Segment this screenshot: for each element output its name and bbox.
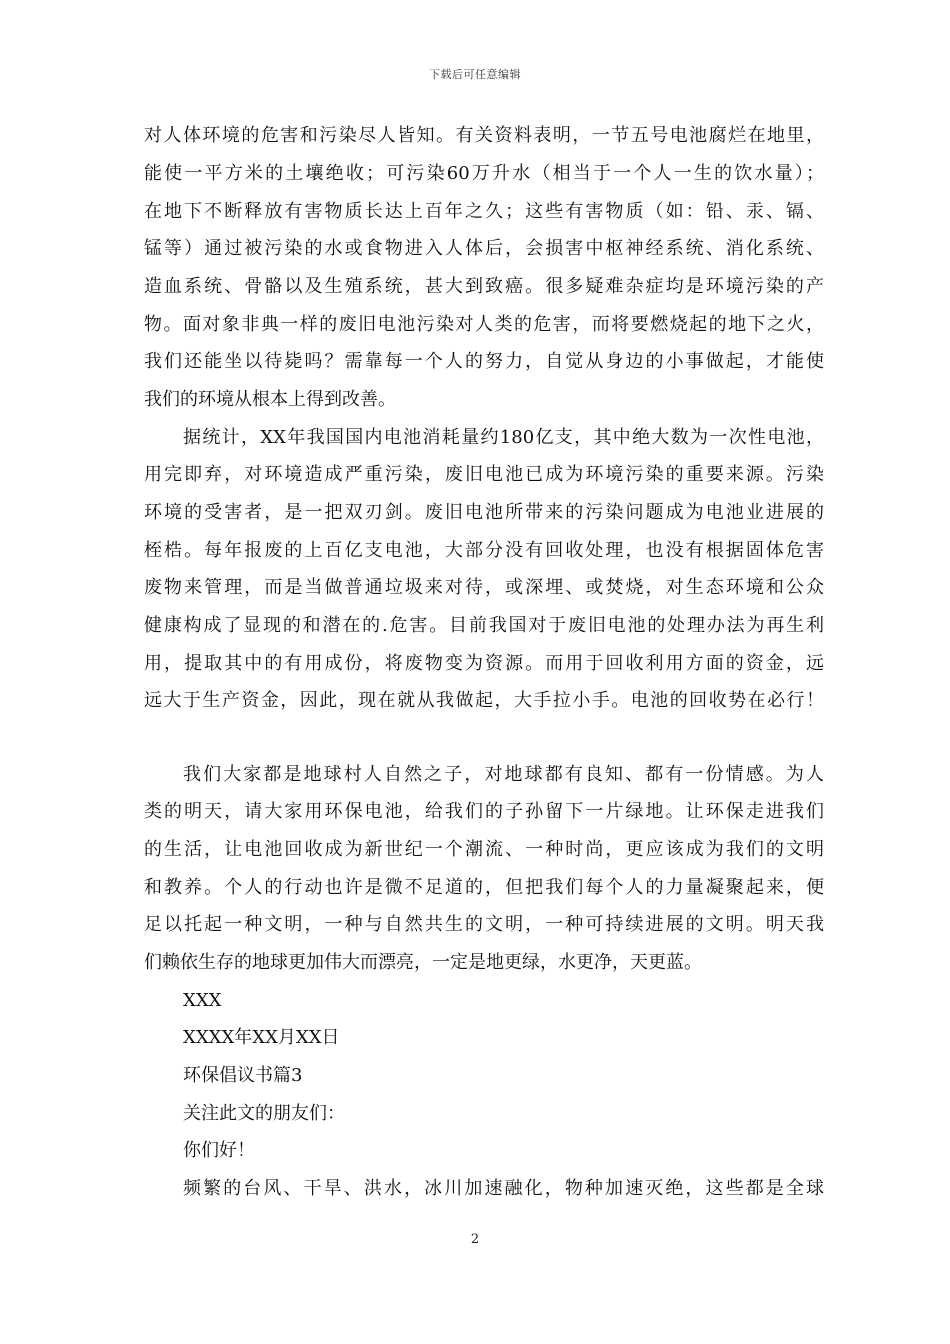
paragraph-3-line-3: 的生活，让电池回收成为新世纪一个潮流、一种时尚，更应该成为我们的文明 — [144, 839, 824, 860]
section-title: 环保倡议书篇3 — [183, 1065, 303, 1086]
paragraph-2-line-8: 远大于生产资金，因此，现在就从我做起，大手拉小手。电池的回收势在必行！ — [144, 690, 824, 711]
paragraph-2-line-5: 废物来管理，而是当做普通垃圾来对待，或深埋、或焚烧，对生态环境和公众 — [144, 577, 824, 598]
paragraph-2-line-1: 据统计，XX年我国国内电池消耗量约180亿支，其中绝大数为一次性电池， — [183, 427, 824, 448]
greeting: 你们好！ — [183, 1140, 255, 1161]
paragraph-1-line-7: 我们还能坐以待毙吗？需靠每一个人的努力，自觉从身边的小事做起，才能使 — [144, 351, 824, 372]
paragraph-1-line-1: 对人体环境的危害和污染尽人皆知。有关资料表明，一节五号电池腐烂在地里， — [144, 125, 824, 146]
paragraph-2-line-2: 用完即弃，对环境造成严重污染，废旧电池已成为环境污染的重要来源。污染 — [144, 464, 824, 485]
paragraph-1-line-5: 造血系统、骨骼以及生殖系统，甚大到致癌。很多疑难杂症均是环境污染的产 — [144, 276, 824, 297]
paragraph-1-line-8: 我们的环境从根本上得到改善。 — [144, 389, 396, 410]
date: XXXX年XX月XX日 — [183, 1027, 340, 1048]
paragraph-2-line-6: 健康构成了显现的和潜在的.危害。目前我国对于废旧电池的处理办法为再生利 — [144, 615, 824, 636]
paragraph-2-line-4: 桎梏。每年报废的上百亿支电池，大部分没有回收处理，也没有根据固体危害 — [144, 540, 824, 561]
paragraph-3-line-6: 们赖依生存的地球更加伟大而漂亮，一定是地更绿，水更净，天更蓝。 — [144, 952, 702, 973]
paragraph-1-line-3: 在地下不断释放有害物质长达上百年之久；这些有害物质（如：铅、汞、镉、 — [144, 201, 824, 222]
paragraph-3-line-4: 和教养。个人的行动也许是微不足道的，但把我们每个人的力量凝聚起来，便 — [144, 877, 824, 898]
paragraph-2-line-3: 环境的受害者，是一把双刃剑。废旧电池所带来的污染问题成为电池业进展的 — [144, 502, 824, 523]
paragraph-1-line-6: 物。面对象非典一样的废旧电池污染对人类的危害，而将要燃烧起的地下之火， — [144, 314, 824, 335]
paragraph-3-line-1: 我们大家都是地球村人自然之子，对地球都有良知、都有一份情感。为人 — [183, 764, 824, 785]
paragraph-3-line-5: 足以托起一种文明，一种与自然共生的文明，一种可持续进展的文明。明天我 — [144, 914, 824, 935]
salutation: 关注此文的朋友们： — [183, 1103, 345, 1124]
paragraph-2-line-7: 用，提取其中的有用成份，将废物变为资源。而用于回收利用方面的资金，远 — [144, 653, 824, 674]
paragraph-1-line-4: 锰等）通过被污染的水或食物进入人体后，会损害中枢神经系统、消化系统、 — [144, 238, 824, 259]
signature: XXX — [183, 990, 222, 1011]
page-number: 2 — [470, 1232, 480, 1247]
paragraph-1-line-2: 能使一平方米的土壤绝收；可污染60万升水（相当于一个人一生的饮水量）； — [144, 163, 824, 184]
paragraph-3-line-2: 类的明天，请大家用环保电池，给我们的子孙留下一片绿地。让环保走进我们 — [144, 801, 824, 822]
page-header: 下载后可任意编辑 — [429, 68, 521, 81]
opening-line: 频繁的台风、干旱、洪水，冰川加速融化，物种加速灭绝，这些都是全球 — [183, 1178, 824, 1199]
